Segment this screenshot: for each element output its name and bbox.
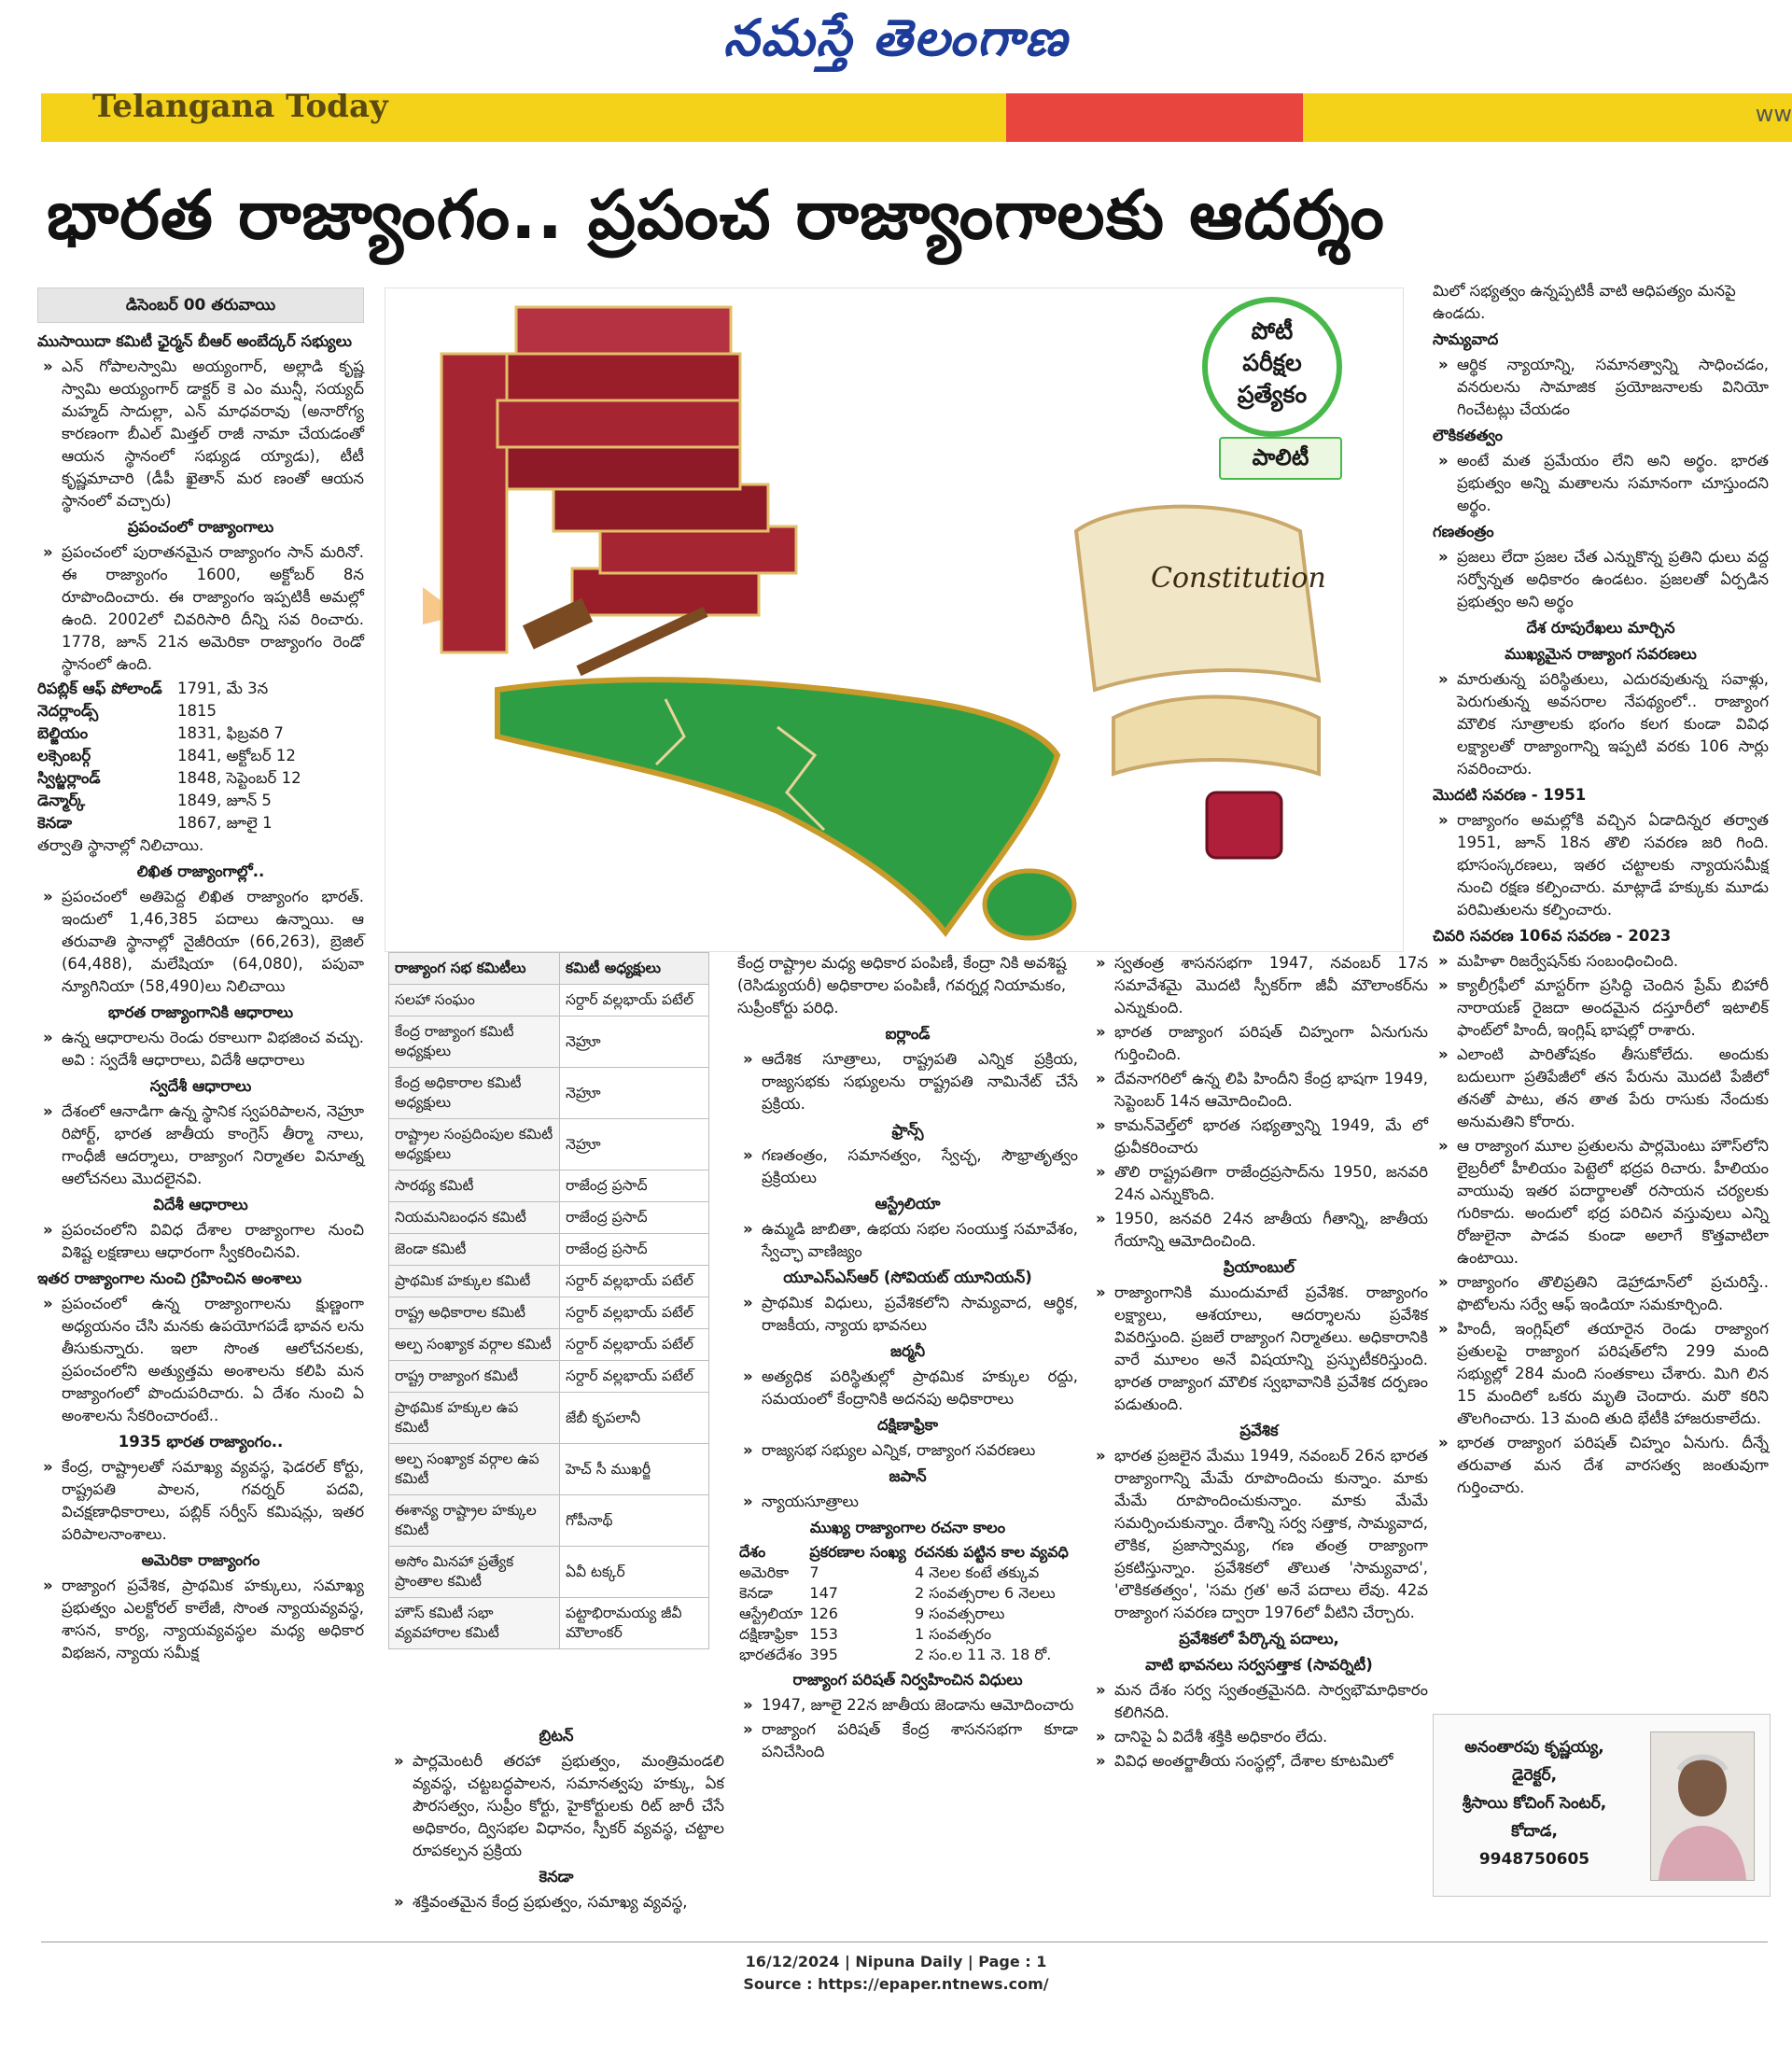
section-heading: రాజ్యాంగ పరిషత్ నిర్వహించిన విధులు [792, 1671, 1023, 1689]
table-row: అల్ప సంఖ్యాక వర్గాల కమిటీ సర్దార్ వల్లభాయ్ పటేల్ [389, 1329, 709, 1361]
section-heading: కెనడా [539, 1868, 574, 1886]
section-heading: అమెరికా రాజ్యాంగం [141, 1551, 260, 1569]
table-row: భారతదేశం 395 2 సం.ల 11 నె. 18 రో. [739, 1646, 1052, 1663]
footer-date-line: 16/12/2024 | Nipuna Daily | Page : 1 [745, 1953, 1047, 1970]
author-town: కోదాడ, [1511, 1822, 1558, 1841]
table-row: సలహా సంఘం సర్దార్ వల్లభాయ్ పటేల్ [389, 985, 709, 1016]
bullet-paragraph: » రాజ్యాంగం అమల్లోకి వచ్చిన ఏడాదిన్నర తర్వాత 1951, జూన్ 18న తొలి సవరణ జరి గింది. భూసంస్కరణలు, ఇతర చట్టాలకు న్యాయసమీక్ష నుంచి రక్షణ కల్పించారు. మాట్లాడే హక్కుకు మూడు పరిమితులను కల్పించారు. [1433, 809, 1769, 921]
bullet-paragraph: » కామన్‌వెల్త్‌లో భారత సభ్యత్వాన్ని 1949, మే లో ధ్రువీకరించారు [1090, 1115, 1428, 1159]
table-row: సారథ్య కమిటీ రాజేంద్ర ప్రసాద్ [389, 1171, 709, 1202]
section-heading: చివరి సవరణ 106వ సవరణ - 2023 [1433, 927, 1672, 945]
table-row: నియమనిబంధన కమిటీ రాజేంద్ర ప్రసాద్ [389, 1202, 709, 1234]
bullet-paragraph: » ప్రాథమిక విధులు, ప్రవేశికలోని సామ్యవాద, ఆర్థిక, రాజకీయ, న్యాయ భావనలు [737, 1292, 1078, 1337]
bullet-paragraph: » ఉన్న ఆధారాలను రెండు రకాలుగా విభజించ వచ్చు. అవి : స్వదేశీ ఆధారాలు, విదేశీ ఆధారాలు [37, 1027, 364, 1072]
section-heading: దేశ రూపురేఖలు మార్చిన [1526, 619, 1675, 637]
table-row: జెండా కమిటీ రాజేంద్ర ప్రసాద్ [389, 1234, 709, 1266]
bullet-paragraph: » ప్రజలు లేదా ప్రజల చేత ఎన్నుకొన్న ప్రతిని ధులు వద్ద సర్వోన్నత అధికారం ఉండటం. ప్రజలతో ఏర్పడిన ప్రభుత్వం అని అర్థం [1433, 546, 1769, 613]
section-heading: స్వదేశీ ఆధారాలు [149, 1077, 252, 1095]
section-heading: ప్రపంచంలో రాజ్యాంగాలు [127, 518, 274, 536]
section-heading: ప్రియాంబుల్ [1223, 1258, 1295, 1276]
bullet-paragraph: » ఎన్ గోపాలస్వామి అయ్యంగార్, అల్లాడి కృష్ణ స్వామి అయ్యంగార్ డాక్టర్ కె ఎం మున్షీ, సయ్యద్ మహ్మద్ సాదుల్లా, ఎన్ మాధవరావు (అనారోగ్య కారణంగా బీఎల్ మిత్తల్ రాజీ నామా చేయడంతో ఆయన స్థానంలో సభ్యుడ య్యాడు), టీటీ కృష్ణమాచారి (డీపీ ఖైతాన్ మర ణంతో ఆయన స్థానంలో వచ్చారు) [37, 356, 364, 512]
bullet-paragraph: » దేవనాగరిలో ఉన్న లిపి హిందీని కేంద్ర భాషగా 1949, సెప్టెంబర్ 14న ఆమోదించింది. [1090, 1068, 1428, 1113]
bullet-paragraph: » 1947, జూలై 22న జాతీయ జెండాను ఆమోదించారు [737, 1694, 1078, 1717]
bullet-paragraph: » ప్రపంచంలోని వివిధ దేశాల రాజ్యాంగాల నుంచి విశిష్ట లక్షణాలు ఆధారంగా స్వీకరించినవి. [37, 1219, 364, 1264]
table-header: రాజ్యాంగ సభ కమిటీలు [389, 953, 560, 985]
author-phone: 9948750605 [1478, 1850, 1590, 1869]
competitive-exams-badge: పోటీ పరీక్షల ప్రత్యేకం [1202, 297, 1342, 437]
footer-source-line: Source : https://epaper.ntnews.com/ [743, 1975, 1049, 1993]
section-heading: వాటి భావనలు సర్వసత్తాక (సావర్నిటీ) [1145, 1656, 1373, 1674]
table-row: ప్రాథమిక హక్కుల కమిటీ సర్దార్ వల్లభాయ్ పటేల్ [389, 1266, 709, 1297]
section-heading: ఆస్ట్రేలియా [875, 1195, 941, 1213]
year-row: రిపబ్లిక్ ఆఫ్ పోలాండ్ 1791, మే 3న [37, 680, 269, 697]
bullet-paragraph: » మారుతున్న పరిస్థితులు, ఎదురవుతున్న సవాళ్లు, పెరుగుతున్న అవసరాల నేపథ్యంలో.. రాజ్యాంగ మౌలిక సూత్రాలకు భంగం కలగ కుండా వివిధ లక్ష్యాలతో రాజ్యాంగాన్ని ఇప్పటి వరకు 106 సార్లు సవరించారు. [1433, 668, 1769, 780]
bullet-paragraph: » న్యాయసూత్రాలు [737, 1491, 1078, 1513]
table-header-row [389, 953, 709, 985]
bullet-paragraph: » స్వతంత్ర శాసనసభగా 1947, నవంబర్ 17న సమావేశమై మొదటి స్పీకర్‌గా జీవీ మౌలాంకర్‌ను ఎన్నుకుంది. [1090, 952, 1428, 1019]
bullet-paragraph: » కేంద్ర, రాష్ట్రాలతో సమాఖ్య వ్యవస్థ, ఫెడరల్ కోర్టు, రాష్ట్రపతి పాలన, గవర్నర్ పదవి, విచక్షణాధికారాలు, పబ్లిక్ సర్వీస్ కమిషన్లు, ఇతర పరిపాలనాంశాలు. [37, 1456, 364, 1546]
bullet-paragraph: » ఆదేశిక సూత్రాలు, రాష్ట్రపతి ఎన్నిక ప్రక్రియ, రాజ్యసభకు సభ్యులను రాష్ట్రపతి నామినేట్ చేసే ప్రక్రియ. [737, 1048, 1078, 1115]
table-row: ఈశాన్య రాష్ట్రాల హక్కుల కమిటీ గోపీనాథ్ [389, 1495, 709, 1547]
banner-right-text: ww [1755, 101, 1792, 127]
table-row: ప్రాథమిక హక్కుల ఉప కమిటీ జేబీ కృపలానీ [389, 1393, 709, 1444]
author-box [1433, 1714, 1771, 1897]
author-details [1450, 1733, 1618, 1873]
section-heading: బ్రిటన్ [539, 1727, 574, 1745]
section-heading: లిఖిత రాజ్యాంగాల్లో.. [136, 862, 265, 880]
bullet-paragraph: » రాజ్యాంగం తొలిప్రతిని డెహ్రాడూన్‌లో ప్రచురిస్తే.. ఫొటోలను సర్వే ఆఫ్ ఇండియా సమకూర్చింది. [1433, 1271, 1769, 1316]
bullet-paragraph: » దేశంలో ఆనాడిగా ఉన్న స్థానిక స్వపరిపాలన, నెహ్రూ రిపోర్ట్, భారత జాతీయ కాంగ్రెస్ తీర్మా నాలు, గాంధీజీ ఆదర్శాలు, రాజ్యాంగ నిర్మాతల వినూత్న ఆలోచనలు మొదలైనవి. [37, 1101, 364, 1190]
bullet-paragraph: » హిందీ, ఇంగ్లిష్‌లో తయారైన రెండు రాజ్యాంగ ప్రతులపై రాజ్యాంగ పరిషత్‌లోని 299 మంది సభ్యుల్లో 284 మంది సంతకాలు చేశారు. మిగి లిన 15 మందిలో ఒకరు మృతి చెందారు. మరొ కరిని తొలగించారు. 13 మంది తుది భేటీకి హాజరుకాలేదు. [1433, 1318, 1769, 1430]
column-4 [1090, 952, 1428, 1774]
page-headline: భారత రాజ్యాంగం.. ప్రపంచ రాజ్యాంగాలకు ఆదర్శం [47, 175, 1385, 254]
bullet-paragraph: » ప్రపంచంలో ఉన్న రాజ్యాంగాలను క్షుణ్ణంగా అధ్యయనం చేసి మనకు ఉపయోగపడే భావన లను తీసుకున్నారు. ఇలా సొంత ఆలోచనలకు, ప్రపంచంలోని అత్యుత్తమ అంశాలను కలిపి మన రాజ్యాంగంలో పొందుపరిచారు. ఏ దేశం నుంచి ఏ అంశాలను సేకరించారంటే.. [37, 1293, 364, 1427]
masthead [0, 0, 1792, 75]
table-row: కేంద్ర అధికారాల కమిటీ అధ్యక్షులు నెహ్రూ [389, 1068, 709, 1119]
section-heading: భారత రాజ్యాంగానికి ఆధారాలు [107, 1003, 294, 1021]
table-header-row: దేశం ప్రకరణాల సంఖ్య రచనకు పట్టిన కాల వ్యవధి [739, 1543, 1069, 1561]
year-row: స్విట్జర్లాండ్ 1848, సెప్టెంబర్ 12 [37, 769, 301, 787]
table-row: రాష్ట్ర రాజ్యాంగ కమిటీ సర్దార్ వల్లభాయ్ పటేల్ [389, 1361, 709, 1393]
year-row: లక్సెంబర్గ్ 1841, అక్టోబర్ 12 [37, 747, 296, 764]
svg-text:Constitution: Constitution [1151, 562, 1326, 595]
drafting-time-table [737, 1542, 1078, 1665]
section-heading: ప్రవేశిక [1239, 1422, 1279, 1439]
masthead-title: నమస్తే తెలంగాణ [723, 7, 1069, 67]
section-heading: ముఖ్యమైన రాజ్యాంగ సవరణలు [1505, 645, 1697, 663]
bullet-paragraph: » ఆ రాజ్యాంగ మూల ప్రతులను పార్లమెంటు హౌస్‌లోని లైబ్రరీలో హీలియం పెట్టెలో భద్రప రిచారు. హీలియం వాయువు ఇతర పదార్థాలతో రసాయన చర్యలకు గురికాదు. అందులో భద్ర పరిచిన వస్తువులు ఎన్ని రోజులైనా పాడవ కుండా అలాగే కొత్తవాటిలా ఉంటాయి. [1433, 1135, 1769, 1269]
bullet-paragraph: » ప్రపంచంలో పురాతనమైన రాజ్యాంగం సాన్ మరినో. ఈ రాజ్యాంగం 1600, అక్టోబర్ 8న రూపొందించారు. ఈ రాజ్యాంగం ఇప్పటికీ అమల్లో ఉంది. 2002లో చివరిసారి దీన్ని సవ రించారు. 1778, జూన్ 21న అమెరికా రాజ్యాంగం రెండో స్థానంలో ఉంది. [37, 541, 364, 676]
table-row: అసోం మినహా ప్రత్యేక ప్రాంతాల కమిటీ ఏవీ టక్కర్ [389, 1547, 709, 1598]
bullet-paragraph: » రాజ్యసభ సభ్యుల ఎన్నిక, రాజ్యాంగ సవరణలు [737, 1439, 1078, 1462]
bullet-paragraph: » వివిధ అంతర్జాతీయ సంస్థల్లో, దేశాల కూటమిలో [1090, 1750, 1428, 1773]
year-row: కెనడా 1867, జూలై 1 [37, 814, 273, 832]
author-silhouette-icon [1651, 1732, 1754, 1880]
column-1 [37, 287, 364, 1666]
section-heading: మొదటి సవరణ - 1951 [1433, 786, 1587, 804]
bullet-paragraph: » క్యాలీగ్రఫీలో మాస్టర్‌గా ప్రసిద్ధి చెందిన ప్రేమ్ బిహారీ నారాయణ్ రైజదా అందమైన దస్తూరీలో ఇటాలిక్ ఫాంట్‌లో హిందీ, ఇంగ్లిష్ భాషల్లో రాశారు. [1433, 974, 1769, 1042]
section-heading: 1935 భారత రాజ్యాంగం.. [118, 1433, 284, 1451]
table-header: కమిటీ అధ్యక్షులు [560, 953, 709, 985]
bullet-paragraph: » శక్తివంతమైన కేంద్ర ప్రభుత్వం, సమాఖ్య వ్యవస్థ, [388, 1891, 724, 1914]
bullet-paragraph: » రాజ్యాంగ పరిషత్ కేంద్ర శాసనసభగా కూడా పనిచేసింది [737, 1718, 1078, 1763]
section-heading: ఇతర రాజ్యాంగాల నుంచి గ్రహించిన అంశాలు [37, 1269, 302, 1287]
bullet-paragraph: » భారత రాజ్యాంగ పరిషత్ చిహ్నంగా ఏనుగును గుర్తించింది. [1090, 1021, 1428, 1066]
banner-left-text: Telangana Today [92, 93, 388, 125]
section-heading: జర్మనీ [889, 1342, 926, 1360]
continuation-box: డిసెంబర్ 00 తరువాయి [37, 287, 364, 323]
bullet-paragraph: » రాజ్యాంగ ప్రవేశిక, ప్రాథమిక హక్కులు, సమాఖ్య ప్రభుత్వం ఎలక్టోరల్ కాలేజీ, సొంత న్యాయవ్యవస్థ, శాసన, కార్య, న్యాయవ్యవస్థల మధ్య అధికార విభజన, న్యాయ సమీక్ష [37, 1575, 364, 1664]
author-name: అనంతారపు కృష్ణయ్య, [1464, 1738, 1604, 1757]
section-heading: గణతంత్రం [1433, 523, 1494, 540]
category-badge: పాలిటీ [1219, 437, 1342, 480]
table-row: ఆస్ట్రేలియా 126 9 సంవత్సరాలు [739, 1605, 1005, 1622]
paragraph: మిలో సభ్యత్వం ఉన్నప్పటికీ వాటి ఆధిపత్యం మనపై ఉండదు. [1433, 282, 1736, 322]
section-heading: దక్షిణాఫ్రికా [876, 1416, 938, 1434]
table-row: అమెరికా 7 4 నెలల కంటే తక్కువ [739, 1563, 1040, 1581]
section-heading: జపాన్ [889, 1467, 927, 1485]
table-row: కేంద్ర రాజ్యాంగ కమిటీ అధ్యక్షులు నెహ్రూ [389, 1016, 709, 1068]
bullet-paragraph: » మన దేశం సర్వ స్వతంత్రమైనది. సార్వభౌమాధికారం కలిగినది. [1090, 1679, 1428, 1724]
column-5 [1433, 280, 1769, 1501]
banner-logo-block [1006, 93, 1303, 142]
bullet-paragraph: » రాజ్యాంగానికి ముందుమాటే ప్రవేశిక. రాజ్యాంగం లక్ష్యాలు, ఆశయాలు, ఆదర్శాలను ప్రవేశిక వివరిస్తుంది. ప్రజలే రాజ్యాంగ నిర్మాతలు. అధికారానికి వారే మూలం అనే విషయాన్ని ప్రస్ఫుటీకరిస్తుంది. భారత రాజ్యాంగ మౌలిక స్వభావానికి ప్రవేశిక దర్పణం పడుతుంది. [1090, 1282, 1428, 1416]
year-row: నెదర్లాండ్స్ 1815 [37, 702, 217, 720]
author-photo [1650, 1732, 1755, 1881]
bullet-paragraph: » దానిపై ఏ విదేశీ శక్తికి అధికారం లేదు. [1090, 1726, 1428, 1748]
section-heading: ముసాయిదా కమిటీ ఛైర్మన్ బీఆర్ అంబేద్కర్ సభ్యులు [37, 332, 353, 350]
bullet-paragraph: » అత్యధిక పరిస్థితుల్లో ప్రాథమిక హక్కుల రద్దు, సమయంలో కేంద్రానికి అదనపు అధికారాలు [737, 1366, 1078, 1410]
table-row: రాష్ట్రాల సంప్రదింపుల కమిటీ అధ్యక్షులు నెహ్రూ [389, 1119, 709, 1171]
section-banner [41, 93, 1792, 142]
bullet-paragraph: » ఉమ్మడి జాబితా, ఉభయ సభల సంయుక్త సమావేశం, స్వేచ్ఛా వాణిజ్యం [737, 1218, 1078, 1263]
paragraph: తర్వాతి స్థానాల్లో నిలిచాయి. [37, 836, 204, 854]
year-row: డెన్మార్క్ 1849, జూన్ 5 [37, 792, 272, 809]
section-heading: ఫ్రాన్స్ [891, 1121, 924, 1139]
bullet-paragraph: » గణతంత్రం, సమానత్వం, స్వేచ్ఛ, సౌభ్రాతృత్వం ప్రక్రియలు [737, 1144, 1078, 1189]
committees-table [388, 952, 709, 1649]
table-row: హౌస్ కమిటీ సభా వ్యవహారాల కమిటీ పట్టాభిరామయ్య జీవీ మౌలాంకర్ [389, 1598, 709, 1649]
bullet-paragraph: » ఆర్థిక న్యాయాన్ని, సమానత్వాన్ని సాధించడం, వనరులను సామాజిక ప్రయోజనాలకు వినియో గించేటట్లు చేయడం [1433, 354, 1769, 421]
column-2-bottom [388, 1721, 724, 1917]
bullet-paragraph: » పార్లమెంటరీ తరహా ప్రభుత్వం, మంత్రిమండలి వ్యవస్థ, చట్టబద్ధపాలన, సమానత్వపు హక్కు, ఏక పౌరసత్వం, సుప్రీం కోర్టు, హైకోర్టులకు రిట్ జారీ చేసే అధికారం, ద్విసభల విధానం, స్పీకర్ వ్యవస్థ, చట్టాల రూపకల్పన ప్రక్రియ [388, 1750, 724, 1862]
section-heading: ప్రవేశికలో పేర్కొన్న పదాలు, [1179, 1630, 1339, 1647]
paragraph: కేంద్ర రాష్ట్రాల మధ్య అధికార పంపిణీ, కేంద్రా నికి అవశిష్ట (రెసిడ్యుయరీ) అధికారాల పంపిణీ, గవర్నర్ల నియామకం, సుప్రీంకోర్టు పరిధి. [737, 954, 1067, 1016]
year-row: బెల్జియం 1831, ఫిబ్రవరి 7 [37, 724, 284, 742]
author-org: శ్రీసాయి కోచింగ్ సెంటర్, [1462, 1794, 1607, 1813]
section-heading: ముఖ్య రాజ్యాంగాల రచనా కాలం [809, 1519, 1006, 1536]
column-3 [737, 952, 1078, 1765]
bullet-paragraph: » తొలి రాష్ట్రపతిగా రాజేంద్రప్రసాద్‌ను 1950, జనవరి 24న ఎన్నుకొంది. [1090, 1161, 1428, 1206]
section-heading: విదేశీ ఆధారాలు [153, 1196, 248, 1213]
footer [0, 1951, 1792, 1996]
bullet-paragraph: » మహిళా రిజర్వేషన్‌కు సంబంధించింది. [1433, 950, 1769, 973]
section-heading: యూఎస్ఎస్ఆర్ (సోవియట్ యూనియన్) [783, 1269, 1032, 1286]
table-row: దక్షిణాఫ్రికా 153 1 సంవత్సరం [739, 1625, 992, 1643]
bullet-paragraph: » ఎలాంటి పారితోషకం తీసుకోలేదు. అందుకు బదులుగా ప్రతిపేజీలో తన పేరును మొదటి పేజీలో తనతో పాటు, తన తాత పేరు రాసుకు నేందుకు అనుమతిని కోరారు. [1433, 1044, 1769, 1133]
section-heading: సామ్యవాద [1433, 330, 1499, 348]
author-role: డైరెక్టర్, [1511, 1766, 1558, 1785]
bullet-paragraph: » అంటే మత ప్రమేయం లేని అని అర్థం. భారత ప్రభుత్వం అన్ని మతాలను సమానంగా చూస్తుందని అర్థం. [1433, 450, 1769, 517]
table-row: కెనడా 147 2 సంవత్సరాల 6 నెలలు [739, 1584, 1056, 1602]
table-row: అల్ప సంఖ్యాక వర్గాల ఉప కమిటీ హెచ్ సీ ముఖర్జీ [389, 1444, 709, 1495]
section-heading: లౌకికతత్వం [1433, 427, 1503, 444]
section-heading: ఐర్లాండ్ [885, 1025, 931, 1043]
table-row: రాష్ట్ర అధికారాల కమిటీ సర్దార్ వల్లభాయ్ పటేల్ [389, 1297, 709, 1329]
bullet-paragraph: » భారత రాజ్యాంగ పరిషత్ చిహ్నం ఏనుగు. దీన్నే తరువాత మన దేశ వారసత్వ జంతువుగా గుర్తించారు. [1433, 1432, 1769, 1499]
bullet-paragraph: » ప్రపంచంలో అతిపెద్ద లిఖిత రాజ్యాంగం భారత్. ఇందులో 1,46,385 పదాలు ఉన్నాయి. ఆ తరువాతి స్థానాల్లో నైజీరియా (66,263), బ్రెజిల్ (64,488), మలేషియా (64,080), పపువా న్యూగినియా (58,490)లు నిలిచాయి [37, 886, 364, 998]
bullet-paragraph: » 1950, జనవరి 24న జాతీయ గీతాన్ని, జాతీయ గేయాన్ని ఆమోదించింది. [1090, 1208, 1428, 1253]
bullet-paragraph: » భారత ప్రజలైన మేము 1949, నవంబర్ 26న భారత రాజ్యాంగాన్ని మేమే రూపొందించు కున్నాం. మాకు మేమే రూపొందించుకున్నాం. మాకు మేమే సమర్పించుకున్నాం. దేశాన్ని సర్వ సత్తాక, సామ్యవాద, లౌకిక, ప్రజాస్వామ్య, గణ తంత్ర రాజ్యాంగా ప్రకటిస్తున్నాం. ప్రవేశికలో తొలుత 'సామ్యవాద', 'లౌకికతత్వం', 'సమ గ్రత' అనే పదాలు లేవు. 42వ రాజ్యాంగ సవరణ ద్వారా 1976లో వీటిని చేర్చారు. [1090, 1445, 1428, 1624]
